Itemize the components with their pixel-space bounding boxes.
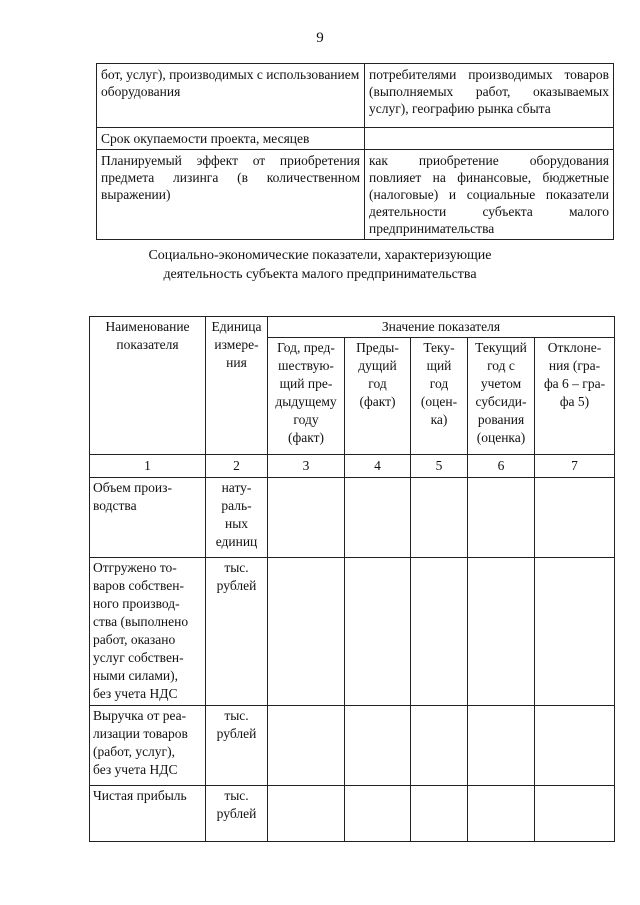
column-number: 1 [90,455,206,478]
column-number: 3 [268,455,345,478]
cell-line: (работ, услуг), [93,744,175,759]
header-col-7 [535,338,615,455]
value-cell [535,706,615,786]
cell-line: учетом [480,376,522,391]
cell-line: измере- [214,337,259,352]
column-number: 7 [535,455,615,478]
cell-line: год [368,376,387,391]
cell-line: Объем произ- [93,480,172,495]
cell-line: Преды- [356,340,399,355]
cell-line: услуг собствен- [93,650,184,665]
value-cell [535,786,615,842]
row-name [90,706,206,786]
column-number: 5 [411,455,468,478]
cell-line: рования [477,412,525,427]
cell-line: Наименование [105,319,190,334]
cell-line: дыдущему [275,394,337,409]
cell-line: шествую- [278,358,334,373]
cell-line: тыс. [224,708,249,723]
value-cell [468,786,535,842]
table-cell: бот, услуг), производимых с использованием оборудования [97,64,365,128]
row-name [90,786,206,842]
header-unit [206,317,268,455]
table-row [90,558,615,706]
column-number: 4 [345,455,411,478]
cell-line: ства (выполнено [93,614,189,629]
table-row [97,128,614,150]
row-name [90,558,206,706]
cell-line: Год, пред- [277,340,335,355]
cell-line: ка) [430,412,448,427]
cell-line: щий [426,358,452,373]
value-cell [268,786,345,842]
value-cell [268,558,345,706]
cell-line: варов собствен- [93,578,184,593]
table-cell: как приобретение оборудования повлияет на финансовые, бюджетные (налоговые) и социальные показатели деятельности субъекта малого предпринимательства [365,150,614,240]
cell-line: фа 6 – гра- [543,376,606,391]
cell-line: (оцен- [420,394,458,409]
cell-line: году [293,412,319,427]
value-cell [411,478,468,558]
cell-line: ния [226,355,247,370]
value-cell [411,786,468,842]
row-unit [206,478,268,558]
value-cell [411,558,468,706]
cell-line: без учета НДС [93,762,178,777]
cell-line: Отклоне- [547,340,602,355]
cell-line: водства [93,498,137,513]
column-number: 6 [468,455,535,478]
cell-line: щий пре- [279,376,333,391]
cell-line: рублей [216,806,257,821]
column-numbers-row [90,455,615,478]
cell-line: показателя [116,337,179,352]
cell-line: Отгружено то- [93,560,177,575]
cell-line: (факт) [287,430,324,445]
table-row [90,478,615,558]
cell-line: без учета НДС [93,686,178,701]
cell-line: (оценка) [476,430,526,445]
value-cell [411,706,468,786]
table-row [97,64,614,128]
cell-line: ного производ- [93,596,180,611]
cell-line: субсиди- [475,394,527,409]
table-header-row [90,317,615,338]
value-cell [345,478,411,558]
cell-line: Единица [211,319,262,334]
row-unit [206,706,268,786]
cell-line: Выручка от реа- [93,708,187,723]
table-cell: Срок окупаемости проекта, месяцев [97,128,365,150]
cell-line: нату- [221,480,252,495]
cell-line: Текущий [475,340,527,355]
row-name [90,478,206,558]
cell-line: Чистая прибыль [93,788,187,803]
cell-line: (факт) [359,394,396,409]
value-cell [468,558,535,706]
cell-line: Теку- [423,340,455,355]
table-cell: Планируемый эффект от приобретения предмета лизинга (в количественном выражении) [97,150,365,240]
cell-line: год [429,376,449,391]
section-title [0,246,640,284]
header-col-6 [468,338,535,455]
column-number: 2 [206,455,268,478]
cell-line: год с [487,358,515,373]
cell-line: дущий [358,358,397,373]
header-col-3 [268,338,345,455]
value-cell [535,558,615,706]
cell-line: ния (гра- [548,358,601,373]
value-cell [535,478,615,558]
value-cell [345,706,411,786]
value-cell [468,706,535,786]
table-row [90,786,615,842]
cell-line: лизации товаров [93,726,188,741]
section-title-line: деятельность субъекта малого предпринимательства [163,267,477,282]
cell-line: тыс. [224,788,249,803]
page-number: 9 [316,30,324,46]
header-value-group: Значение показателя [268,317,615,338]
value-cell [468,478,535,558]
section-title-line: Социально-экономические показатели, характеризующие [148,248,492,263]
table-row [90,706,615,786]
project-info-table [96,63,614,240]
cell-line: рублей [216,578,257,593]
table-cell: потребителями производимых товаров (выполняемых работ, оказываемых услуг), географию рынка сбыта [365,64,614,128]
row-unit [206,786,268,842]
cell-line: тыс. [224,560,249,575]
cell-line: работ, оказано [93,632,176,647]
cell-line: единиц [215,534,258,549]
cell-line: фа 5) [559,394,590,409]
header-name [90,317,206,455]
cell-line: раль- [221,498,252,513]
header-col-4 [345,338,411,455]
cell-line: рублей [216,726,257,741]
indicators-table [89,316,615,842]
value-cell [268,478,345,558]
cell-line: ных [224,516,249,531]
table-row [97,150,614,240]
table-cell [365,128,614,150]
row-unit [206,558,268,706]
cell-line: ными силами), [93,668,179,683]
header-col-5 [411,338,468,455]
value-cell [268,706,345,786]
value-cell [345,558,411,706]
value-cell [345,786,411,842]
